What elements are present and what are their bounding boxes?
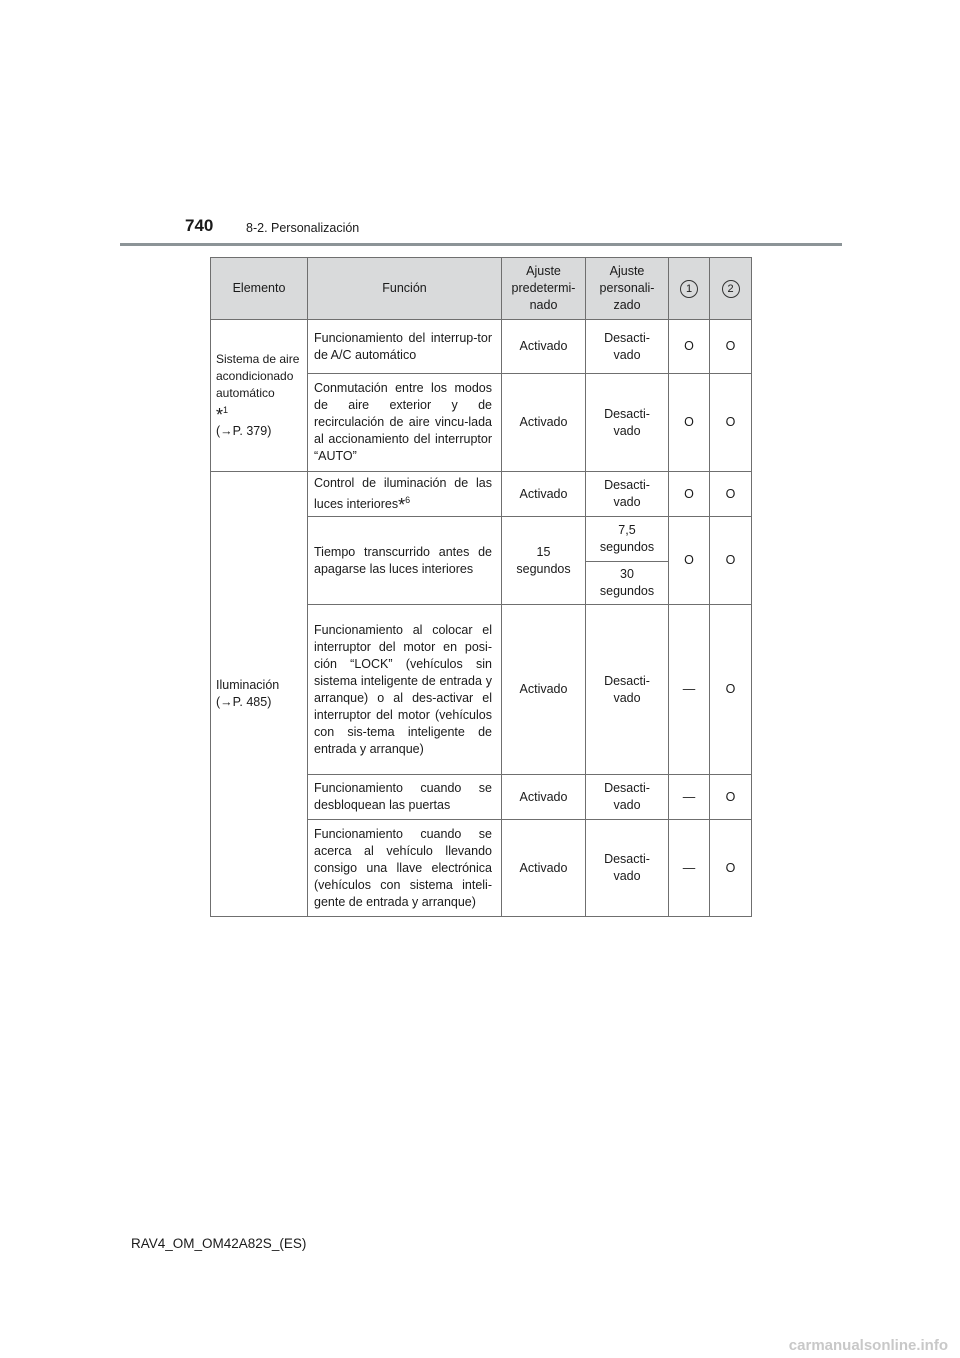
customization-table: [210, 257, 752, 917]
element-cell-iluminacion: Iluminación (→P. 485): [211, 472, 308, 917]
col2-cell: O: [710, 472, 752, 517]
header-col1: [669, 258, 710, 320]
header-col2: [710, 258, 752, 320]
element-ref: (→P. 379): [216, 424, 272, 438]
header-ajuste-predeterminado: Ajuste predetermi-nado: [502, 258, 586, 320]
default-cell: Activado: [502, 374, 586, 472]
custom-cell: Desacti-vado: [586, 472, 669, 517]
default-cell: Activado: [502, 320, 586, 374]
function-cell: Funcionamiento al colocar el interruptor del motor en posi-ción “LOCK” (vehículos sin sistema inteligente de entrada y arranque) o al des-activar el interruptor del motor (vehículos con sis-tema inteligente de entrada y arranque): [308, 605, 502, 775]
default-cell: 15 segundos: [502, 517, 586, 605]
circled-2-icon: 2: [722, 280, 740, 298]
custom-cell: Desacti-vado: [586, 820, 669, 917]
col2-cell: O: [710, 605, 752, 775]
footer-doc-code: RAV4_OM_OM42A82S_(ES): [131, 1236, 307, 1251]
watermark: carmanualsonline.info: [788, 1337, 948, 1354]
function-cell: Tiempo transcurrido antes de apagarse las luces interiores: [308, 517, 502, 605]
col1-cell: —: [669, 775, 710, 820]
default-cell: Activado: [502, 820, 586, 917]
function-cell: Control de iluminación de las luces interiores*$^6$: [308, 472, 502, 517]
element-ref: (→P. 485): [216, 695, 272, 709]
header-ajuste-personalizado: Ajuste personali-zado: [586, 258, 669, 320]
header-funcion: Función: [308, 258, 502, 320]
col1-cell: —: [669, 605, 710, 775]
col1-cell: O: [669, 320, 710, 374]
footnote-star: *: [398, 495, 406, 515]
custom-option-cell: 30 segundos: [586, 562, 669, 605]
custom-cell: Desacti-vado: [586, 374, 669, 472]
function-cell: Conmutación entre los modos de aire exterior y de recirculación de aire vincu-lada al accionamiento del interruptor “AUTO”: [308, 374, 502, 472]
element-cell-aire: Sistema de aire acondicionado automático*$^1$ (→P. 379): [211, 320, 308, 472]
col1-cell: O: [669, 374, 710, 472]
header-elemento: Elemento: [211, 258, 308, 320]
function-cell: Funcionamiento del interrup-tor de A/C automático: [308, 320, 502, 374]
custom-cell: Desacti-vado: [586, 775, 669, 820]
function-cell: Funcionamiento cuando se desbloquean las puertas: [308, 775, 502, 820]
col2-cell: O: [710, 374, 752, 472]
custom-cell: Desacti-vado: [586, 605, 669, 775]
header-rule: [120, 243, 842, 246]
circled-1-icon: 1: [680, 280, 698, 298]
col1-cell: —: [669, 820, 710, 917]
col2-cell: O: [710, 320, 752, 374]
footnote-star: *: [216, 405, 224, 425]
col2-cell: O: [710, 517, 752, 605]
custom-cell: Desacti-vado: [586, 320, 669, 374]
default-cell: Activado: [502, 775, 586, 820]
col1-cell: O: [669, 517, 710, 605]
col1-cell: O: [669, 472, 710, 517]
page-number: 740: [185, 216, 214, 235]
table-row: [211, 472, 752, 517]
custom-option-cell: 7,5 segundos: [586, 517, 669, 562]
table-row: [211, 320, 752, 374]
col2-cell: O: [710, 775, 752, 820]
default-cell: Activado: [502, 605, 586, 775]
table-header-row: [211, 258, 752, 320]
default-cell: Activado: [502, 472, 586, 517]
function-cell: Funcionamiento cuando se acerca al vehículo llevando consigo una llave electrónica (vehículos con sistema inteli-gente de entrada y arranque): [308, 820, 502, 917]
col2-cell: O: [710, 820, 752, 917]
section-title: 8-2. Personalización: [246, 221, 360, 235]
